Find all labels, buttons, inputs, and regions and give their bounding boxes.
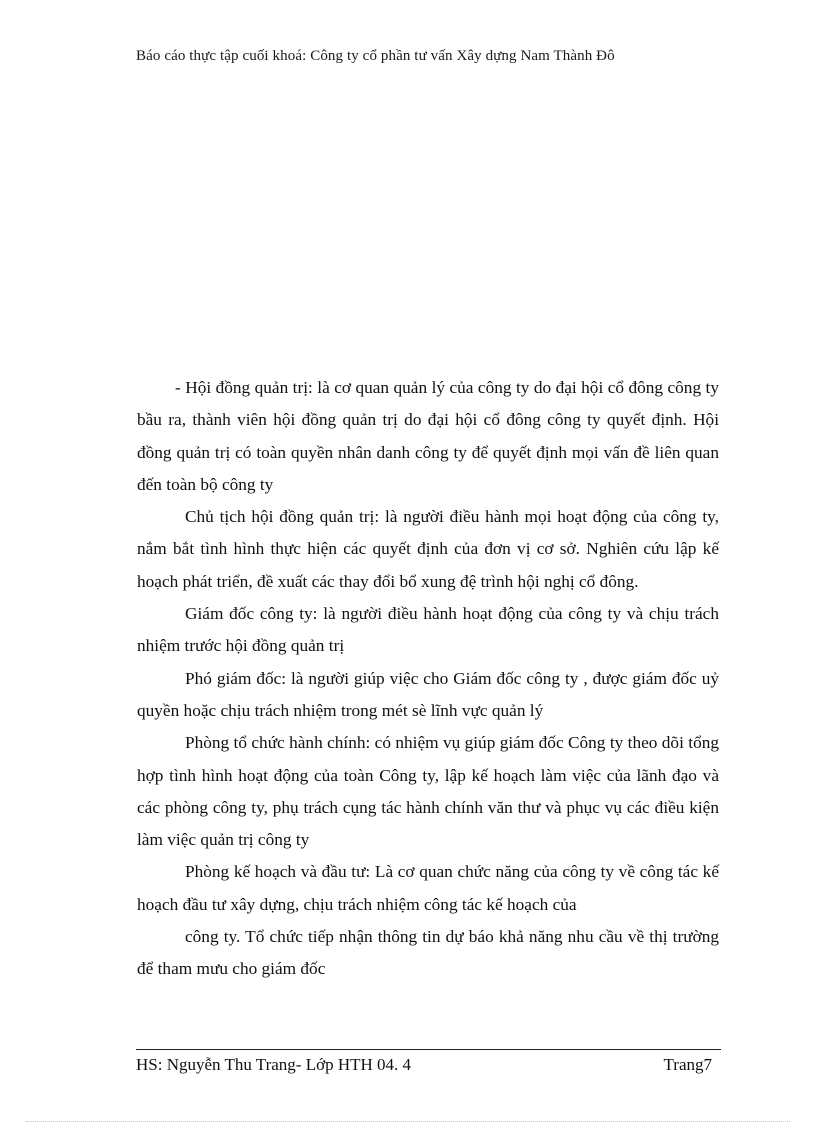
paragraph-deputy-director: Phó giám đốc: là người giúp việc cho Giám đốc công ty , được giám đốc uỷ quyền hoặc chịu trách nhiệm trong mét sè lĩnh vực quản lý	[137, 668, 719, 720]
paragraph-board-chairman: Chủ tịch hội đồng quản trị: là người điều hành mọi hoạt động của công ty, nắm bắt tình hình thực hiện các quyết định của đơn vị cơ sở. Nghiên cứu lập kế hoạch phát triển, đề xuất các thay đổi bổ xung đệ trình hội nghị cổ đông.	[137, 507, 719, 591]
paragraph-company-director: Giám đốc công ty: là người điều hành hoạt động của công ty và chịu trách nhiệm trước hội đồng quản trị	[137, 604, 719, 656]
footer-page-number: Trang7	[663, 1055, 712, 1074]
running-header: Báo cáo thực tập cuối khoá: Công ty cổ phần tư vấn Xây dựng Nam Thành Đô	[136, 48, 615, 64]
paragraph-board-of-directors: - Hội đồng quản trị: là cơ quan quản lý của công ty do đại hội cổ đông công ty bầu ra, thành viên hội đồng quản trị do đại hội cổ đông công ty quyết định. Hội đồng quản trị có toàn quyền nhân danh công ty để quyết định mọi vấn đề liên quan đến toàn bộ công ty	[137, 378, 719, 494]
paragraph-planning-continued: công ty. Tổ chức tiếp nhận thông tin dự báo khả năng nhu cầu về thị trường để tham mưu cho giám đốc	[137, 927, 719, 979]
page-bottom-edge	[26, 1121, 790, 1122]
paragraph-admin-department: Phòng tổ chức hành chính: có nhiệm vụ giúp giám đốc Công ty theo dõi tổng hợp tình hình hoạt động của toàn Công ty, lập kế hoạch làm việc của lãnh đạo và các phòng công ty, phụ trách cụng tác hành chính văn thư và phục vụ các điều kiện làm việc quản trị công ty	[137, 733, 719, 850]
document-body	[137, 372, 719, 986]
paragraph-planning-investment: Phòng kế hoạch và đầu tư: Là cơ quan chức năng của công ty về công tác kế hoạch đầu tư xây dựng, chịu trách nhiệm công tác kế hoạch của	[137, 862, 719, 914]
footer-student-info: HS: Nguyễn Thu Trang- Lớp HTH 04. 4	[136, 1055, 412, 1074]
footer-divider	[136, 1049, 721, 1050]
